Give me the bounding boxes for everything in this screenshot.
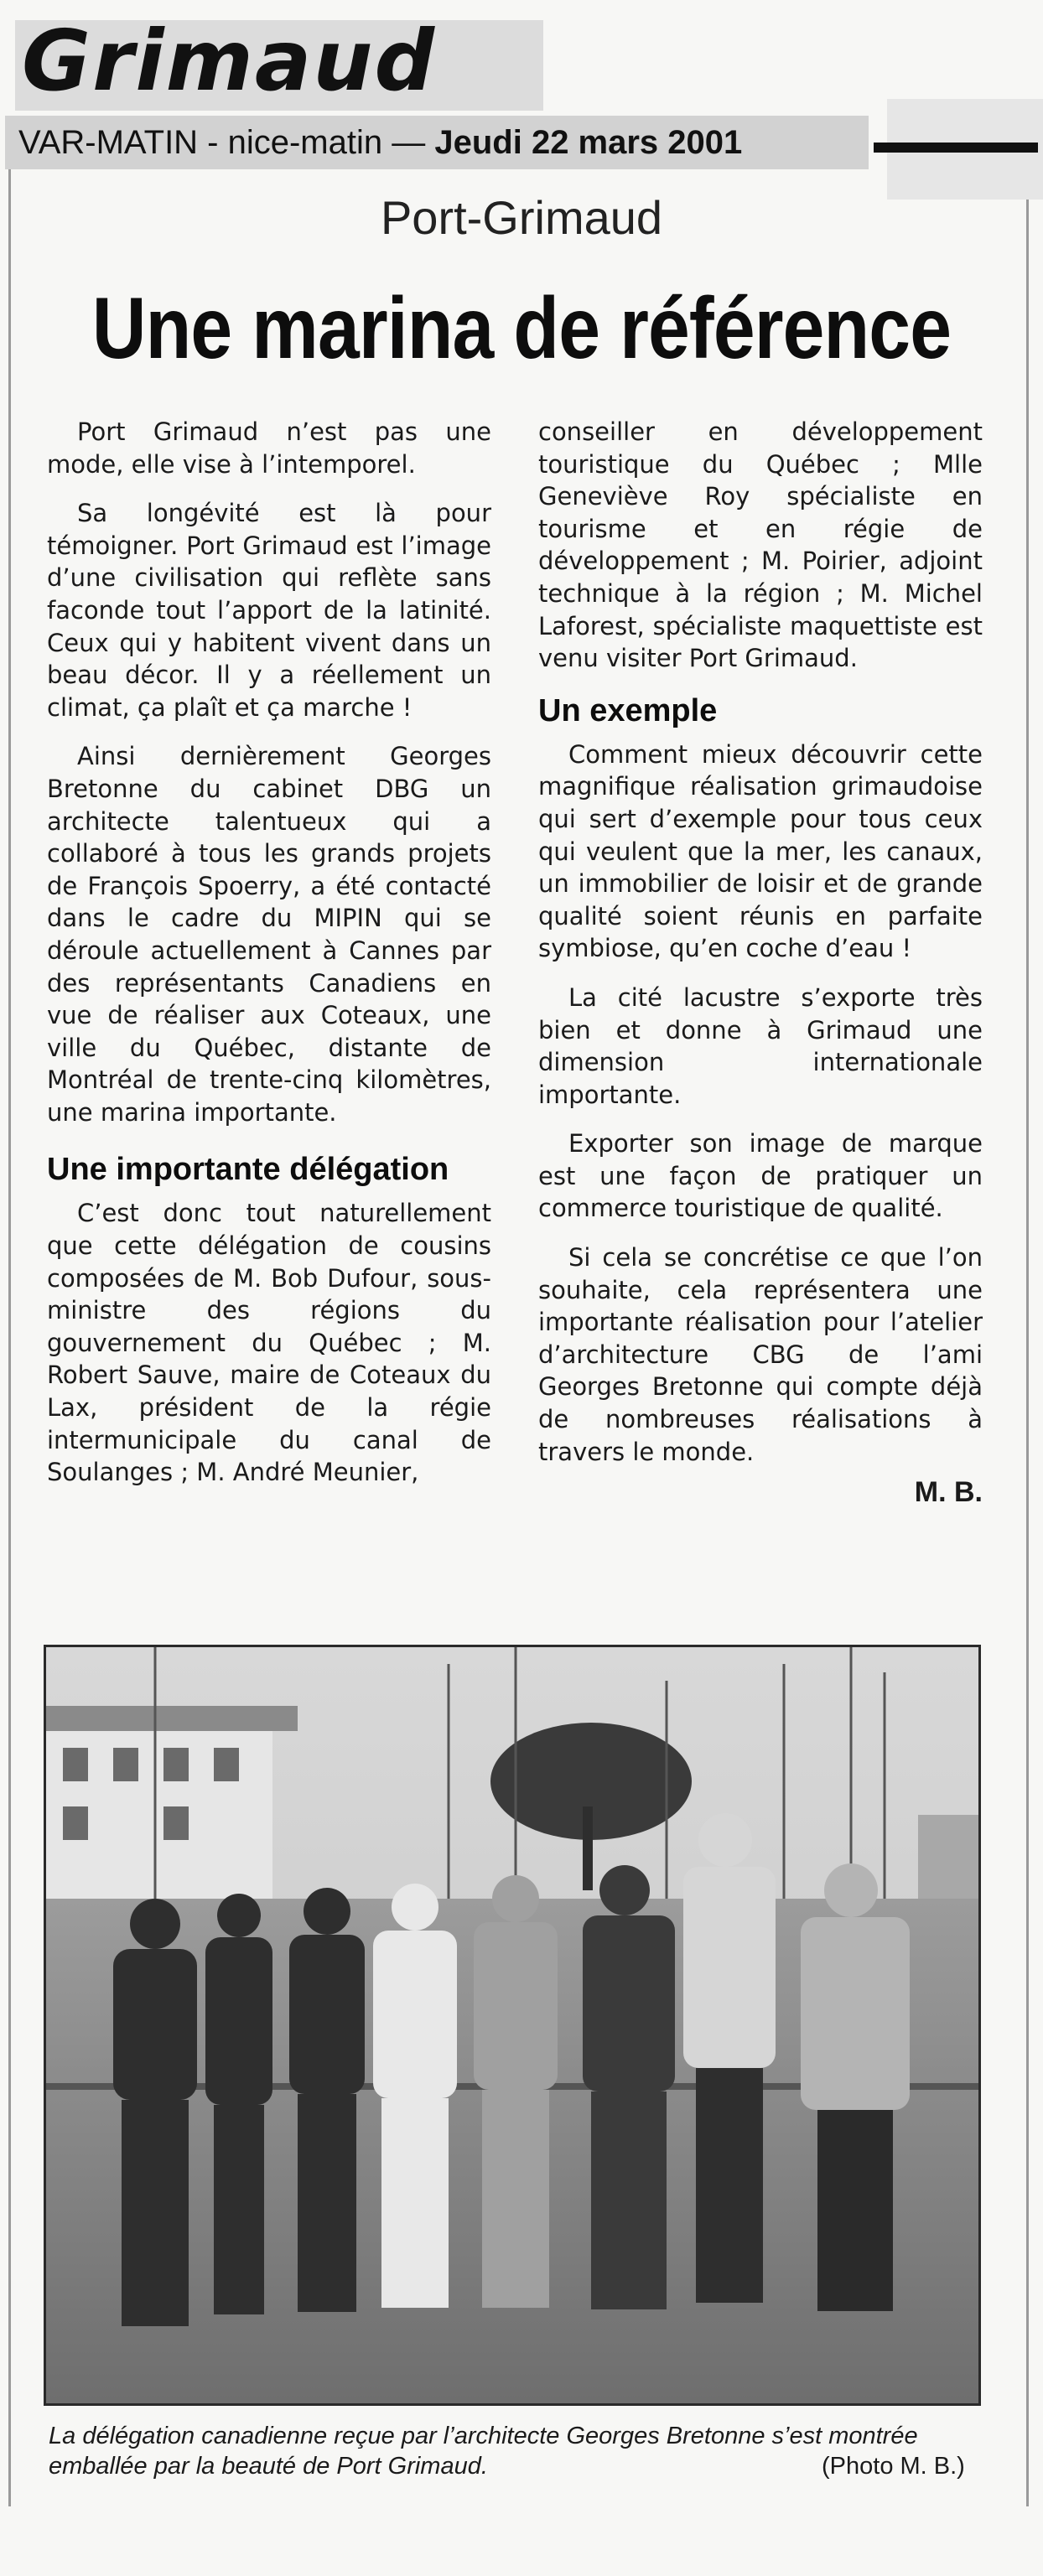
group-photo [44, 1645, 981, 2406]
paper-name: VAR-MATIN - nice-matin [18, 124, 383, 161]
masthead-rule [874, 143, 1038, 153]
paragraph: Comment mieux découvrir cette magnifique réalisation grimaudoise qui sert d’exemple pour tous ceux qui veulent que la mer, les canaux, un immobilier de loisir et de grande qualité soient réunis en parfaite symbiose, qu’en coche d’eau ! [538, 739, 983, 963]
article-headline: Une marina de référence [91, 280, 952, 377]
clipping-edge-right [1026, 126, 1029, 2506]
paragraph: Exporter son image de marque est une façon de pratiquer un commerce touristique de qualité. [538, 1129, 983, 1223]
masthead-dash: — [382, 124, 435, 161]
clipping-edge-left [8, 126, 11, 2506]
subheading: Une importante délégation [47, 1152, 449, 1188]
article-column-right [538, 416, 983, 1509]
article-column-left [47, 416, 491, 1489]
town-name: Grimaud [22, 12, 437, 110]
paragraph: C’est donc tout naturellement que cette délégation de cousins composées de M. Bob Dufour, sous-ministre des régions du gouvernement du Québec ; M. Robert Sauve, maire de Coteaux du Lax, président de la régie intermunicipale du canal de Soulanges ; M. André Meunier, [47, 1199, 491, 1487]
photo-caption: La délégation canadienne reçue par l’architecte Georges Bretonne s’est montrée emballée par la beauté de Port Grimaud. [49, 2423, 918, 2480]
paragraph: Port Grimaud n’est pas une mode, elle vise à l’intemporel. [47, 417, 491, 479]
article-kicker: Port-Grimaud [380, 191, 663, 244]
publication-date: Jeudi 22 mars 2001 [434, 124, 743, 161]
masthead-line [18, 121, 742, 164]
paragraph: Sa longévité est là pour témoigner. Port Grimaud est l’image d’une civilisation qui reflète sans faconde tout l’apport de la latinité. Ceux qui y habitent vivent dans un beau décor. Il y a réellement un climat, ça plaît et ça marche ! [47, 499, 491, 722]
photo-credit: (Photo M. B.) [822, 2453, 965, 2480]
paragraph: Si cela se concrétise ce que l’on souhaite, cela représentera une importante réalisation pour l’atelier d’architecture CBG de l’ami Georges Bretonne qui compte déjà de nombreuses réalisations à travers le monde. [538, 1243, 983, 1466]
paragraph: Ainsi dernièrement Georges Bretonne du cabinet DBG un architecte talentueux qui a collaboré à tous les grands projets de François Spoerry, a été contacté dans le cadre du MIPIN qui se déroule actuellement à Cannes par des représentants Canadiens en vue de réaliser aux Coteaux, une ville du Québec, distante de Montréal de trente-cinq kilomètres, une marina importante. [47, 742, 491, 1127]
group-photo-illustration [46, 1647, 978, 2403]
author-signature: M. B. [914, 1476, 983, 1509]
subheading: Un exemple [538, 692, 718, 728]
paragraph: La cité lacustre s’exporte très bien et donne à Grimaud une dimension internationale importante. [538, 982, 983, 1109]
paragraph: conseiller en développement touristique du Québec ; Mlle Geneviève Roy spécialiste en tourisme et en régie de développement ; M. Poirier, adjoint technique à la région ; M. Michel Laforest, spécialiste maquettiste est venu visiter Port Grimaud. [538, 417, 983, 673]
